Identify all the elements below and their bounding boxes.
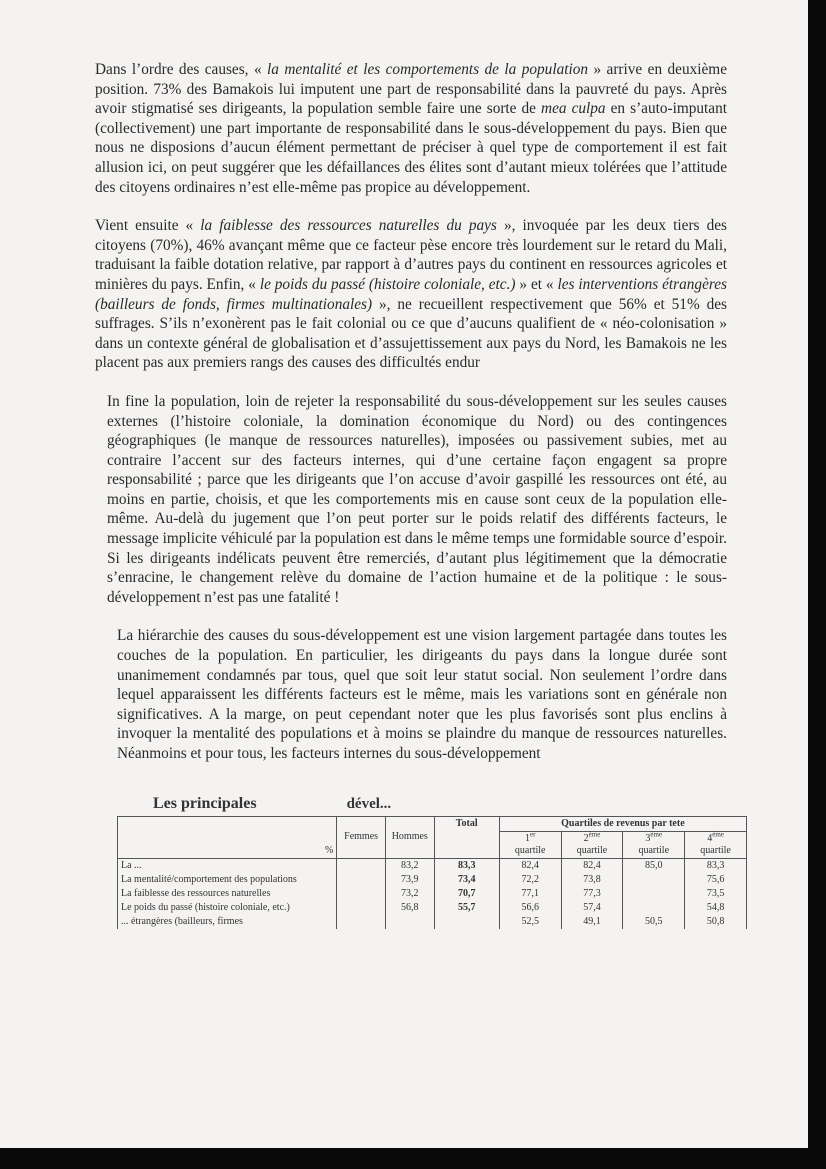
cell-q1: 56,6 bbox=[499, 901, 561, 915]
cell-label: La mentalité/comportement des populations bbox=[118, 873, 337, 887]
cell-femmes bbox=[337, 858, 386, 873]
text-run: La hiérarchie des causes du sous-développement est une vision largement partagée dans toutes les couches de la population. En particulier, les dirigeants du pays dans la longue durée sont unanimement condamnés par tous, quel que soit leur statut social. Non seulement l’ordre dans lequel apparaissent les différents facteurs est le même, mais les variations sont en générale non significatives. A la marge, on peut cependant noter que les plus favorisés sont plus enclins à invoquer la mentalité des populations et à moins se plaindre du manque de ressources naturelles. Néanmoins et pour tous, les facteurs internes du sous-développement bbox=[117, 627, 727, 762]
text-run: » arrive en deuxième position. 73% des Bamakois lui imputent une part de responsabilité dans la pauvreté du pays. Après avoir stigmatisé ses dirigeants, la population semble faire une sorte de bbox=[95, 61, 727, 118]
italic-quote: le poids du passé (histoire coloniale, etc.) bbox=[259, 275, 516, 293]
cell-femmes bbox=[337, 887, 386, 901]
italic-quote: les interventions étrangères (bailleurs de fonds, firmes multinationales) bbox=[95, 275, 727, 313]
table-titles bbox=[117, 792, 747, 814]
cell-q4: 50,8 bbox=[685, 915, 747, 929]
table-title-continued: dével... bbox=[346, 795, 392, 812]
table-row bbox=[118, 901, 747, 915]
quartile-number: 2 bbox=[583, 832, 589, 844]
causes-table bbox=[117, 792, 747, 929]
cell-total: 83,3 bbox=[434, 858, 499, 873]
quartile-label: quartile bbox=[638, 844, 670, 856]
total-header: Total bbox=[434, 816, 499, 858]
pct-header: % bbox=[118, 816, 337, 858]
table-row bbox=[118, 887, 747, 901]
table-row bbox=[118, 858, 747, 873]
cell-q2: 82,4 bbox=[561, 858, 623, 873]
cell-total: 70,7 bbox=[434, 887, 499, 901]
paragraph bbox=[95, 216, 727, 373]
hommes-header: Hommes bbox=[385, 816, 434, 858]
cell-q1: 52,5 bbox=[499, 915, 561, 929]
cell-q3: 85,0 bbox=[623, 858, 685, 873]
paragraph bbox=[107, 392, 727, 608]
femmes-header: Femmes bbox=[337, 816, 386, 858]
cell-hommes: 73,2 bbox=[385, 887, 434, 901]
quartile-header bbox=[623, 831, 685, 858]
quartile-label: quartile bbox=[576, 844, 608, 856]
quartile-header bbox=[685, 831, 747, 858]
cell-q3 bbox=[623, 901, 685, 915]
cell-femmes bbox=[337, 901, 386, 915]
quartile-number: 1 bbox=[524, 832, 530, 844]
paragraph bbox=[95, 60, 727, 197]
cell-q4: 73,5 bbox=[685, 887, 747, 901]
text-run: » et « bbox=[515, 275, 558, 293]
quartile-suffix: ème bbox=[588, 830, 601, 839]
cell-q4: 83,3 bbox=[685, 858, 747, 873]
cell-total: 55,7 bbox=[434, 901, 499, 915]
quartiles-header: Quartiles de revenus par tete bbox=[499, 816, 746, 831]
quartile-suffix: ème bbox=[712, 830, 724, 839]
quartile-number: 4 bbox=[707, 832, 713, 844]
italic-quote: mea culpa bbox=[541, 100, 606, 118]
cell-hommes: 56,8 bbox=[385, 901, 434, 915]
cell-q2: 77,3 bbox=[561, 887, 623, 901]
cell-hommes: 83,2 bbox=[385, 858, 434, 873]
quartile-header bbox=[499, 831, 561, 858]
text-run: », invoquée par les deux tiers des citoyens (70%), 46% avançant même que ce facteur pèse encore très lourdement sur le retard du Mali, traduisant la faible dotation relative, par rapport à d’autres pays du continent en ressources agricoles et minières du pays. Enfin, « bbox=[95, 217, 727, 293]
quartile-number: 3 bbox=[645, 832, 651, 844]
cell-femmes bbox=[337, 915, 386, 929]
cell-q2: 49,1 bbox=[561, 915, 623, 929]
quartile-suffix: ème bbox=[650, 830, 663, 839]
paragraph bbox=[117, 626, 727, 763]
text-run: Dans l’ordre des causes, « bbox=[95, 61, 268, 78]
cell-hommes bbox=[385, 915, 434, 929]
cell-q4: 54,8 bbox=[685, 901, 747, 915]
quartile-label: quartile bbox=[514, 844, 546, 856]
table-title: Les principales bbox=[153, 794, 257, 812]
data-table bbox=[117, 816, 747, 929]
cell-femmes bbox=[337, 873, 386, 887]
text-run: In fine la population, loin de rejeter la responsabilité du sous-développement sur les seules causes externes (l’histoire coloniale, la domination économique du Nord) ou des contingences géographiques (le manque de ressources naturelles), imposées ou passivement subies, met au contraire l’accent sur des facteurs internes, qui d’une certaine façon engagent sa propre responsabilité ; parce que les dirigeants que l’on accuse d’avoir gaspillé les ressources ont été, au moins en partie, choisis, et que les comportements mis en cause sont ceux de la population elle-même. Au-delà du jugement que l’on peut porter sur le poids relatif des différents facteurs, le message implicite véhiculé par la population est dans le même temps une formidable source d’espoir. Si les dirigeants indélicats peuvent être remerciés, d’autant plus légitimement que la démocratie s’enracine, le changement relève du domaine de l’action humaine et de la politique : le sous-développement n’est pas une fatalité ! bbox=[107, 392, 727, 606]
page-content bbox=[95, 60, 731, 929]
cell-q1: 72,2 bbox=[499, 873, 561, 887]
cell-label: La faiblesse des ressources naturelles bbox=[118, 887, 337, 901]
text-run: », ne recueillent respectivement que 56% et 51% des suffrages. S’ils n’exonèrent pas le fait colonial ou ce que d’aucuns qualifient de « néo-colonisation » dans un contexte général de globalisation et d’assujettissement aux pays du Nord, les Bamakois ne les placent pas aux premiers rangs des causes des difficultés endur bbox=[95, 295, 727, 372]
quartile-suffix: er bbox=[529, 830, 536, 839]
cell-label: Le poids du passé (histoire coloniale, etc.) bbox=[118, 901, 337, 915]
cell-label: ... étrangères (bailleurs, firmes bbox=[118, 915, 337, 929]
cell-q2: 57,4 bbox=[561, 901, 623, 915]
cell-q3 bbox=[623, 873, 685, 887]
cell-q2: 73,8 bbox=[561, 873, 623, 887]
cell-q1: 82,4 bbox=[499, 858, 561, 873]
italic-quote: la mentalité et les comportements de la population bbox=[267, 61, 589, 78]
table-row bbox=[118, 873, 747, 887]
cell-q3 bbox=[623, 887, 685, 901]
text-run: Vient ensuite « bbox=[95, 217, 201, 235]
quartile-header bbox=[561, 831, 623, 858]
text-run: en s’auto-imputant (collectivement) une part importante de responsabilité dans le sous-développement du pays. Bien que nous ne disposions d’aucun élément permettant de préciser à quel type de comportement il est fait allusion ici, on peut suggérer que les défaillances des élites sont d’autant mieux tolérées que l’attitude des citoyens ordinaires n’est elle-même pas propice au développement. bbox=[95, 100, 727, 196]
cell-label: La ... bbox=[118, 858, 337, 873]
cell-q4: 75,6 bbox=[685, 873, 747, 887]
table-row bbox=[118, 915, 747, 929]
body-text bbox=[95, 60, 727, 764]
italic-quote: la faiblesse des ressources naturelles du pays bbox=[200, 217, 497, 235]
cell-q1: 77,1 bbox=[499, 887, 561, 901]
cell-total: 73,4 bbox=[434, 873, 499, 887]
cell-hommes: 73,9 bbox=[385, 873, 434, 887]
cell-q3: 50,5 bbox=[623, 915, 685, 929]
quartile-label: quartile bbox=[700, 844, 731, 856]
cell-total bbox=[434, 915, 499, 929]
